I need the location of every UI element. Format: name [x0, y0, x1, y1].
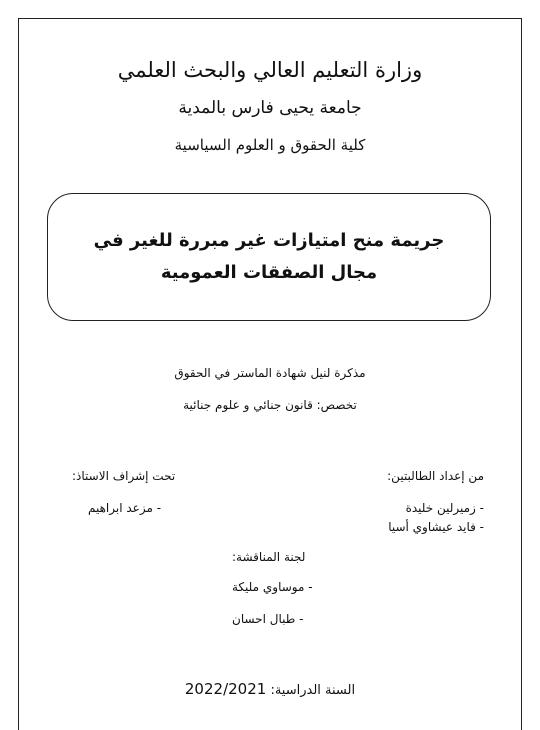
faculty-heading: كلية الحقوق و العلوم السياسية [174, 136, 366, 154]
thesis-title-box [47, 193, 491, 321]
thesis-title: جريمة منح امتيازات غير مبررة للغير في مجال الصفقات العمومية [93, 230, 445, 283]
students-label: من إعداد الطالبتين: [387, 469, 484, 483]
memo-line: مذكرة لنيل شهادة الماستر في الحقوق [174, 366, 366, 380]
ministry-heading: وزارة التعليم العالي والبحث العلمي [117, 58, 423, 82]
academic-year-label: السنة الدراسية: [270, 683, 356, 698]
committee-member-2: - طبال احسان [232, 612, 304, 626]
university-heading: جامعة يحيى فارس بالمدية [178, 98, 362, 118]
committee-label: لجنة المناقشة: [232, 550, 306, 564]
academic-year [0, 680, 540, 698]
specialty-line: تخصص: قانون جنائي و علوم جنائية [183, 398, 357, 412]
student-name-2: - فايد عيشاوي أسيا [388, 520, 484, 534]
committee-member-1: - موساوي مليكة [232, 580, 313, 594]
supervisor-label: تحت إشراف الاستاذ: [72, 469, 176, 483]
student-name-1: - زميرلين خليدة [405, 501, 484, 515]
supervisor-name: - مزعد ابراهيم [88, 501, 162, 515]
academic-year-value: 2022/2021 [184, 680, 267, 698]
